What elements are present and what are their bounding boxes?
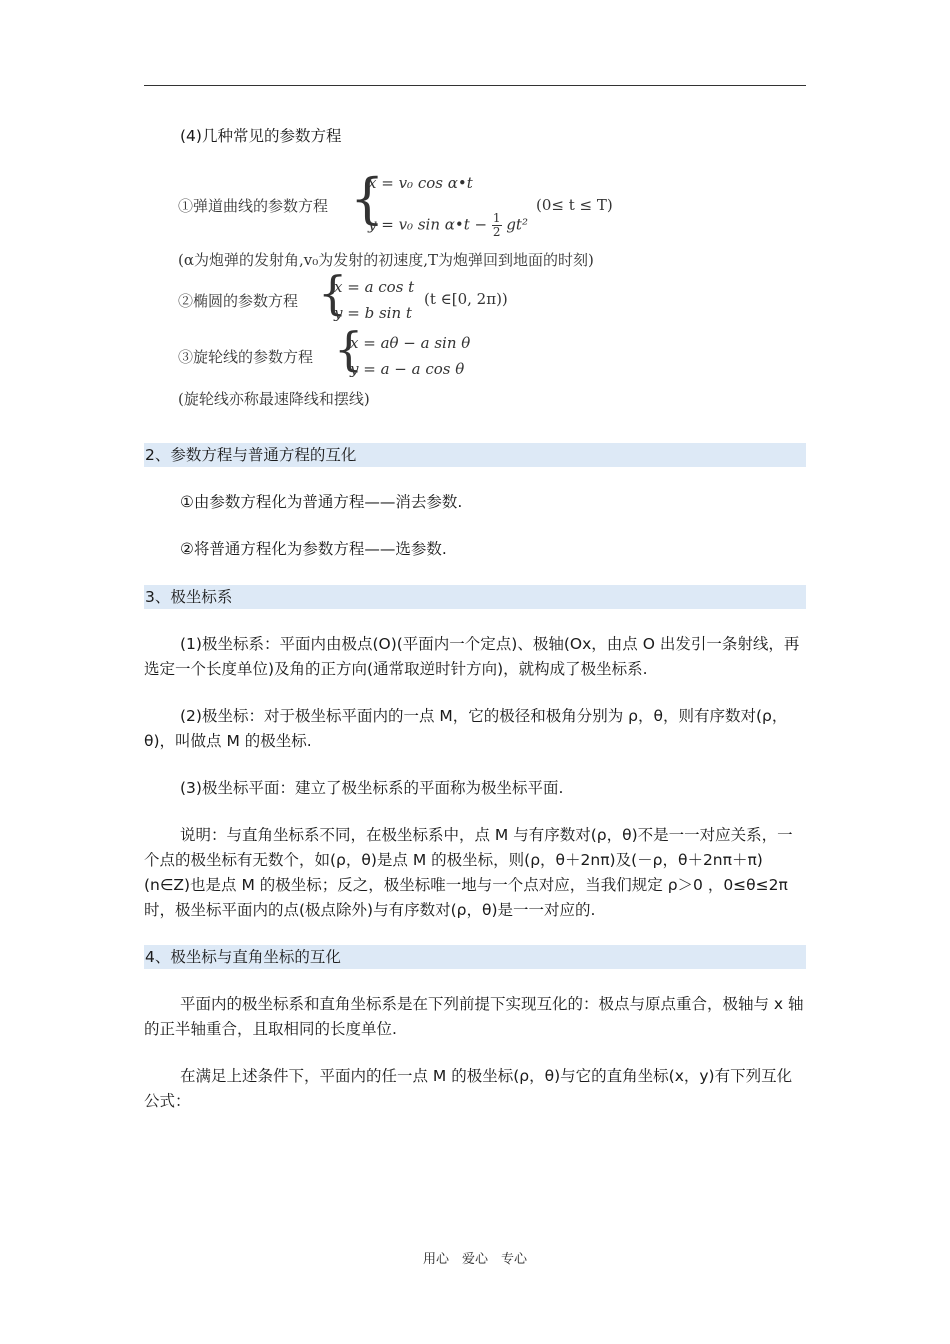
projectile-equation-figure (178, 168, 698, 248)
header-rule (144, 85, 806, 86)
cycloid-eq-x: x = aθ − a sin θ (350, 334, 471, 352)
section-3-para-2: (2)极坐标：对于极坐标平面内的一点 M，它的极径和极角分别为 ρ，θ，则有序数对(ρ，θ)，叫做点 M 的极坐标. (144, 707, 788, 750)
ellipse-range: (t ∈[0, 2π)) (424, 290, 508, 308)
section-4-para-2: 在满足上述条件下，平面内的任一点 M 的极坐标(ρ，θ)与它的直角坐标(x，y)有下列互化公式： (144, 1067, 793, 1110)
ellipse-eq-y: y = b sin t (334, 304, 412, 322)
projectile-note: (α为炮弹的发射角,v₀为发射的初速度,T为炮弹回到地面的时刻) (178, 251, 594, 269)
cycloid-note: (旋轮线亦称最速降线和摆线) (178, 390, 370, 408)
fraction-half: $\frac{1}{2}$ (492, 211, 501, 239)
projectile-eq-y: y = v₀ sin α•t − $\frac{1}{2}$ gt² (368, 211, 528, 239)
section-2-item-2: ②将普通方程化为参数方程——选参数. (180, 540, 447, 558)
cycloid-note-wrap (178, 388, 478, 410)
brace-icon: { (350, 167, 385, 230)
projectile-range: (0≤ t ≤ T) (536, 196, 613, 214)
page-footer: 用心 爱心 专心 (422, 1252, 527, 1267)
cycloid-eq-y: y = a − a cos θ (350, 360, 465, 378)
brace-icon: { (318, 266, 348, 320)
section-3-para-3: (3)极坐标平面：建立了极坐标系的平面称为极坐标平面. (180, 779, 564, 797)
section-4-title: (4)几种常见的参数方程 (180, 127, 342, 145)
section-4-para-1: 平面内的极坐标系和直角坐标系是在下列前提下实现互化的：极点与原点重合，极轴与 x 轴的正半轴重合，且取相同的长度单位. (144, 995, 804, 1038)
ellipse-equation-figure (178, 266, 518, 328)
section-2-heading: 2、参数方程与普通方程的互化 (144, 443, 806, 467)
brace-icon: { (334, 322, 364, 376)
section-3-para-1: (1)极坐标系：平面内由极点(O)(平面内一个定点)、极轴(Ox，由点 O 出发引一条射线，再选定一个长度单位)及角的正方向(通常取逆时针方向)，就构成了极坐标系. (144, 635, 800, 678)
projectile-eq-x: x = v₀ cos α•t (368, 174, 473, 192)
section-3-heading: 3、极坐标系 (144, 585, 806, 609)
ellipse-eq-x: x = a cos t (334, 278, 415, 296)
section-4-heading: 4、极坐标与直角坐标的互化 (144, 945, 806, 969)
projectile-note-wrap (178, 249, 678, 271)
cycloid-label: ③旋轮线的参数方程 (178, 348, 314, 366)
projectile-label: ①弹道曲线的参数方程 (178, 197, 329, 215)
section-3-note: 说明：与直角坐标系不同，在极坐标系中，点 M 与有序数对(ρ，θ)不是一一对应关系，一个点的极坐标有无数个，如(ρ，θ)是点 M 的极坐标，则(ρ，θ＋2nπ)及(－ρ，θ＋2nπ＋π)(n∈Z)也是点 M 的极坐标；反之，极坐标唯一地与一个点对应，当我们规定 ρ＞0 ，0≤θ≤2π 时，极坐标平面内的点(极点除外)与有序数对(ρ，θ)是一一对应的. (144, 826, 793, 919)
section-2-item-1: ①由参数方程化为普通方程——消去参数. (180, 493, 463, 511)
ellipse-label: ②椭圆的参数方程 (178, 292, 299, 310)
cycloid-equation-figure (178, 322, 518, 384)
